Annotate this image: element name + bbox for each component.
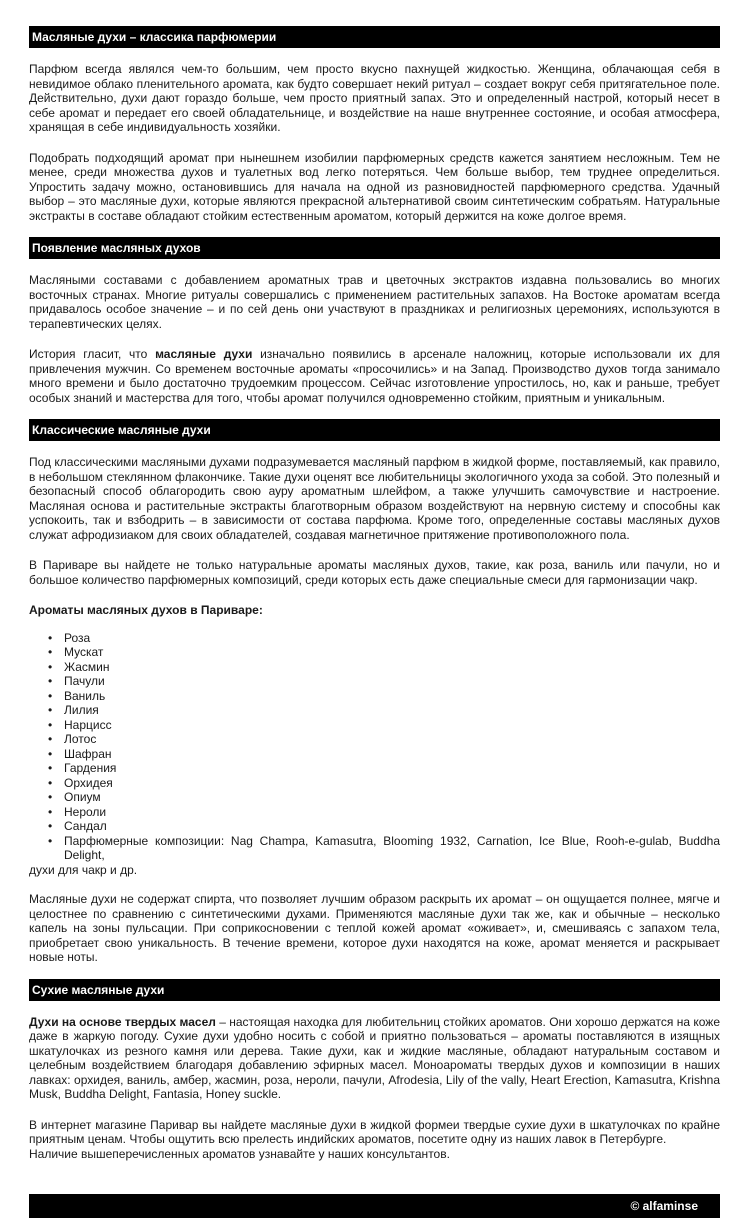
section-header-solid-perfume: Сухие масляные духи	[29, 979, 720, 1001]
bullet-icon: •	[48, 790, 53, 804]
bullet-icon: •	[48, 804, 53, 819]
bullet-icon: •	[48, 775, 53, 790]
paragraph: В интернет магазине Паривар вы найдете масляные духи в жидкой формеи твердые сухие духи в шкатулочках по крайне приятным ценам. Чтобы ощутить всю прелесть индийских ароматов, посетите одну из наших лавок в Петербурге. Наличие вышеперечисленных ароматов узнавайте у наших консультантов.	[29, 1117, 720, 1161]
list-item: • Нероли	[48, 804, 107, 819]
list-item: • Лилия	[48, 703, 99, 717]
paragraph: В Париваре вы найдете не только натуральные ароматы масляных духов, такие, как роза, ваниль или пачули, но и большое количество парфюмерных композиций, среди которых есть даже специальные смеси для гармонизации чакр.	[29, 558, 720, 587]
list-title: Ароматы масляных духов в Париваре:	[29, 603, 263, 617]
aroma-list	[29, 631, 720, 878]
bullet-icon: •	[48, 645, 53, 659]
paragraph: Под классическими масляными духами подразумевается масляный парфюм в жидкой форме, поставляемый, как правило, в небольшом стеклянном флакончике. Такие духи оценят все любительницы экологичного ухода за собой. Это полезный и безопасный способ облагородить свою ауру ароматным шлейфом, а также улучшить самочувствие и настроение. Масляная основа и растительные экстракты благотворным образом воздействуют на нервную систему и способны как успокоить, так и взбодрить – в зависимости от состава парфюма. Кроме того, определенные составы масляных духов служат афродизиаком для своих обладателей, создавая магнетичное притяжение противоположного пола.	[29, 455, 720, 542]
bullet-icon: •	[48, 819, 53, 833]
list-item: • Жасмин	[48, 659, 110, 674]
list-item: • Шафран	[48, 746, 112, 761]
list-item: • Сандал	[48, 819, 107, 833]
footer-copyright: © alfaminse	[29, 1194, 720, 1218]
list-item: • Лотос	[48, 732, 97, 746]
section-header-classic-oil-perfume: Классические масляные духи	[29, 419, 720, 441]
list-item: • Ваниль	[48, 688, 106, 703]
paragraph-text: История гласит, что	[29, 347, 156, 361]
list-item: • Пачули	[48, 674, 105, 688]
bullet-icon: •	[48, 761, 53, 775]
paragraph	[29, 1015, 720, 1102]
paragraph	[29, 347, 720, 405]
bullet-icon: •	[48, 674, 53, 688]
bullet-icon: •	[48, 833, 53, 848]
paragraph-text: изначально появились в арсенале наложниц, которые использовали их для привлечения мужчин. Со временем восточные ароматы «просочились» и на Запад. Производство духов тогда занимало много времени и было достаточно трудоемким процессом. Сейчас изготовление упростилось, но, как и раньше, требует особых знаний и мастерства для того, чтобы аромат получился одновременно стойким, приятным и уникальным.	[29, 347, 720, 405]
bullet-icon: •	[48, 659, 53, 674]
list-item: • Орхидея	[48, 775, 113, 790]
bold-term: Духи на основе твердых масел	[29, 1014, 216, 1029]
bullet-icon: •	[48, 746, 53, 761]
list-item: • Опиум	[48, 790, 101, 804]
bullet-icon: •	[48, 630, 53, 645]
section-header-origin: Появление масляных духов	[29, 237, 720, 259]
list-item-compositions: • Парфюмерные композиции: Nag Champa, Kamasutra, Blooming 1932, Carnation, Ice Blue, Rooh-e-gulab, Buddha Delight, духи для чакр и др.	[29, 833, 720, 877]
paragraph: Масляные духи не содержат спирта, что позволяет лучшим образом раскрыть их аромат – он ощущается полнее, мягче и целостнее по сравнению с синтетическими духами. Применяются масляные духи так же, как и обычные – несколько капель на зоны пульсации. При соприкосновении с теплой кожей аромат «оживает», и, смешиваясь с запахом тела, приобретает свою уникальность. В течение времени, которое духи находятся на коже, аромат меняется и раскрывает новые ноты.	[29, 892, 720, 964]
list-item: • Мускат	[48, 645, 104, 659]
bullet-icon: •	[48, 717, 53, 732]
paragraph: Масляными составами с добавлением ароматных трав и цветочных экстрактов издавна пользовались во многих восточных странах. Многие ритуалы совершались с применением растительных запахов. На Востоке ароматам всегда придавалось особое значение – и по сей день они участвуют в праздниках и религиозных церемониях, используются в терапевтических целях.	[29, 273, 720, 331]
bold-term: масляные духи	[155, 347, 253, 361]
bullet-icon: •	[48, 703, 53, 717]
paragraph: Подобрать подходящий аромат при нынешнем изобилии парфюмерных средств кажется занятием несложным. Тем не менее, среди множества духов и туалетных вод легко потеряться. Чем больше выбор, тем труднее определиться. Упростить задачу можно, остановившись для начала на одной из разновидностей парфюмерного средства. Удачный выбор – это масляные духи, которые являются прекрасной альтернативой своим синтетическим собратьям. Натуральные экстракты в составе обладают стойким естественным ароматом, который держится на коже долгое время.	[29, 150, 720, 223]
section-header-classic-perfumery: Масляные духи – классика парфюмерии	[29, 26, 720, 48]
list-item: • Гардения	[48, 761, 117, 775]
bullet-icon: •	[48, 732, 53, 746]
bullet-icon: •	[48, 688, 53, 703]
paragraph-text: – настоящая находка для любительниц стойких ароматов. Они хорошо держатся на коже даже в жаркую погоду. Сухие духи удобно носить с собой и приятно пользоваться – ароматы поставляются в изящных шкатулочках из резного камня или дерева. Такие духи, как и жидкие масляные, обладают натуральным составом и целебным воздействием благодаря добавлению эфирных масел. Моноароматы твердых духов и композиции в наших лавках: орхидея, ваниль, амбер, жасмин, роза, нероли, пачули, Afrodesia, Lily of the vally, Heart Erection, Kamasutra, Krishna Musk, Buddha Delight, Fantasia, Honey suckle.	[29, 1014, 720, 1101]
list-item: • Нарцисс	[48, 717, 112, 732]
list-item: • Роза	[48, 630, 91, 645]
paragraph: Парфюм всегда являлся чем-то большим, чем просто вкусно пахнущей жидкостью. Женщина, облачающая себя в невидимое облако пленительного аромата, как будто совершает некий ритуал – создает вокруг себя притягательное поле. Действительно, духи дают гораздо больше, чем просто приятный запах. Это и определенный настрой, который несет в себе аромат и передает его своей обладательнице, и воздействие на наше внутреннее состояние, и особая атмосфера, хранящая в себе индивидуальность хозяйки.	[29, 62, 720, 134]
article	[29, 26, 720, 1177]
